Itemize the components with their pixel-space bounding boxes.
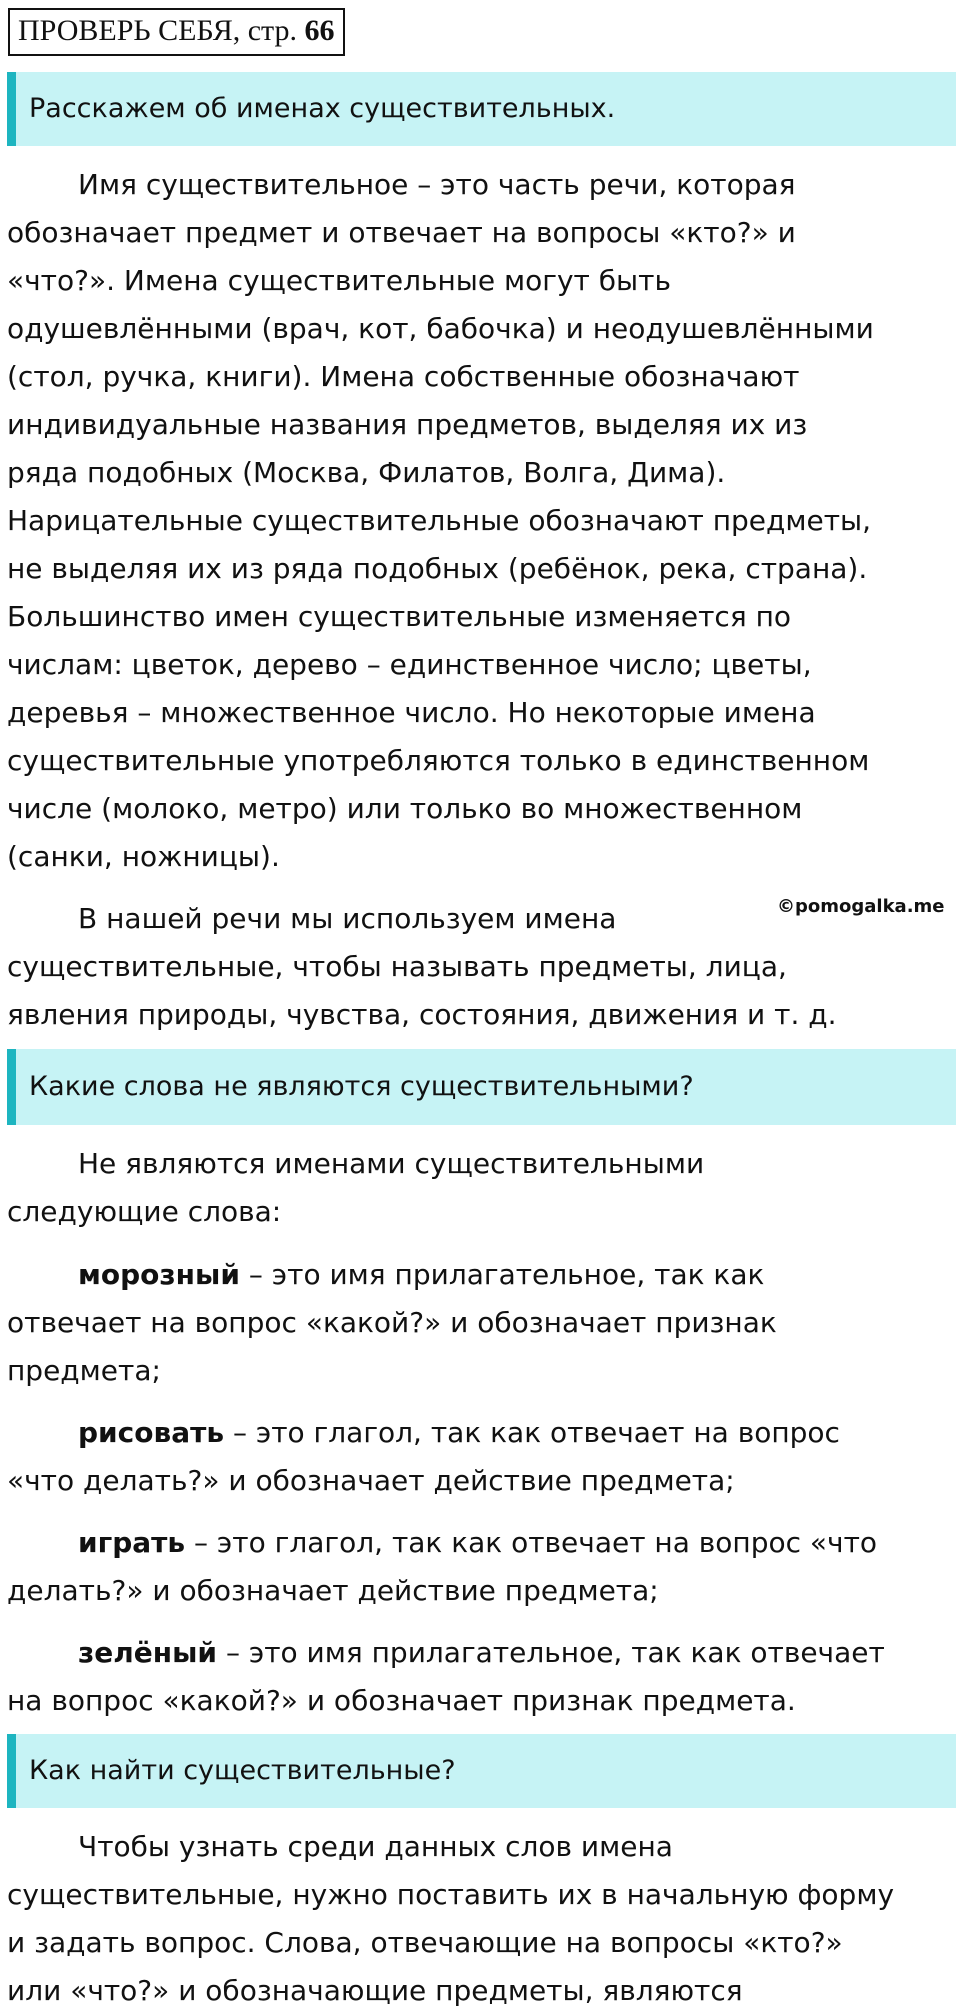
list-item-igrat	[7, 1519, 952, 1615]
text-line: следующие слова:	[7, 1195, 282, 1228]
text-line: индивидуальные названия предметов, выделяя их из	[7, 408, 808, 441]
text-line	[7, 1409, 952, 1457]
section-heading-not-nouns: Какие слова не являются существительными?	[7, 1049, 956, 1125]
paragraph-noun-definition	[7, 161, 952, 881]
text-line: одушевлёнными (врач, кот, бабочка) и неодушевлёнными	[7, 312, 874, 345]
paragraph-find-nouns	[7, 1823, 952, 2008]
term-word: зелёный	[78, 1636, 218, 1669]
page-title	[8, 8, 345, 56]
text-line: числе (молоко, метро) или только во множественном	[7, 792, 803, 825]
text-line: «что?». Имена существительные могут быть	[7, 264, 671, 297]
text-line: или «что?» и обозначающие предметы, являются	[7, 1974, 743, 2007]
paragraph-not-nouns-intro	[7, 1140, 952, 1236]
section-heading-nouns: Расскажем об именах существительных.	[7, 72, 956, 146]
text-line	[7, 1629, 952, 1677]
text-line: делать?» и обозначает действие предмета;	[7, 1574, 659, 1607]
term-word: рисовать	[78, 1416, 225, 1449]
list-item-zelenyi	[7, 1629, 952, 1725]
text-line: обозначает предмет и отвечает на вопросы «кто?» и	[7, 216, 796, 249]
page-number: 66	[304, 14, 335, 47]
text-line: (стол, ручка, книги). Имена собственные обозначают	[7, 360, 800, 393]
section-heading-find-nouns: Как найти существительные?	[7, 1734, 956, 1808]
term-explanation: – это глагол, так как отвечает на вопрос «что	[185, 1526, 878, 1559]
text-line: деревья – множественное число. Но некоторые имена	[7, 696, 816, 729]
text-line: В нашей речи мы используем имена	[78, 902, 617, 935]
text-line: существительные употребляются только в единственном	[7, 744, 870, 777]
text-line: ряда подобных (Москва, Филатов, Волга, Дима).	[7, 456, 726, 489]
text-line: Большинство имен существительные изменяется по	[7, 600, 791, 633]
term-explanation: – это имя прилагательное, так как отвечает	[217, 1636, 885, 1669]
list-item-moroznyi	[7, 1251, 952, 1395]
text-line: Нарицательные существительные обозначают предметы,	[7, 504, 872, 537]
text-line: существительные, нужно поставить их в начальную форму	[7, 1878, 895, 1911]
text-line: Чтобы узнать среди данных слов имена	[78, 1830, 673, 1863]
text-line: «что делать?» и обозначает действие предмета;	[7, 1464, 735, 1497]
list-item-risovat	[7, 1409, 952, 1505]
paragraph-noun-usage	[7, 895, 952, 1039]
term-word: играть	[78, 1526, 186, 1559]
term-word: морозный	[78, 1258, 240, 1291]
text-line: существительные, чтобы называть предметы, лица,	[7, 950, 787, 983]
term-explanation: – это глагол, так как отвечает на вопрос	[224, 1416, 840, 1449]
text-line: Не являются именами существительными	[78, 1147, 705, 1180]
page-title-text: ПРОВЕРЬ СЕБЯ, стр.	[18, 14, 305, 47]
text-line: явления природы, чувства, состояния, движения и т. д.	[7, 998, 837, 1031]
text-line: числам: цветок, дерево – единственное число; цветы,	[7, 648, 812, 681]
text-line: не выделяя их из ряда подобных (ребёнок, река, страна).	[7, 552, 868, 585]
text-line: на вопрос «какой?» и обозначает признак предмета.	[7, 1684, 796, 1717]
text-line: и задать вопрос. Слова, отвечающие на вопросы «кто?»	[7, 1926, 843, 1959]
text-line: (санки, ножницы).	[7, 840, 280, 873]
text-line	[7, 1519, 952, 1567]
text-line	[7, 1251, 952, 1299]
text-line: отвечает на вопрос «какой?» и обозначает признак	[7, 1306, 777, 1339]
term-explanation: – это имя прилагательное, так как	[239, 1258, 765, 1291]
text-line: предмета;	[7, 1354, 161, 1387]
text-line: Имя существительное – это часть речи, которая	[78, 168, 796, 201]
watermark: ©pomogalka.me	[777, 896, 945, 917]
